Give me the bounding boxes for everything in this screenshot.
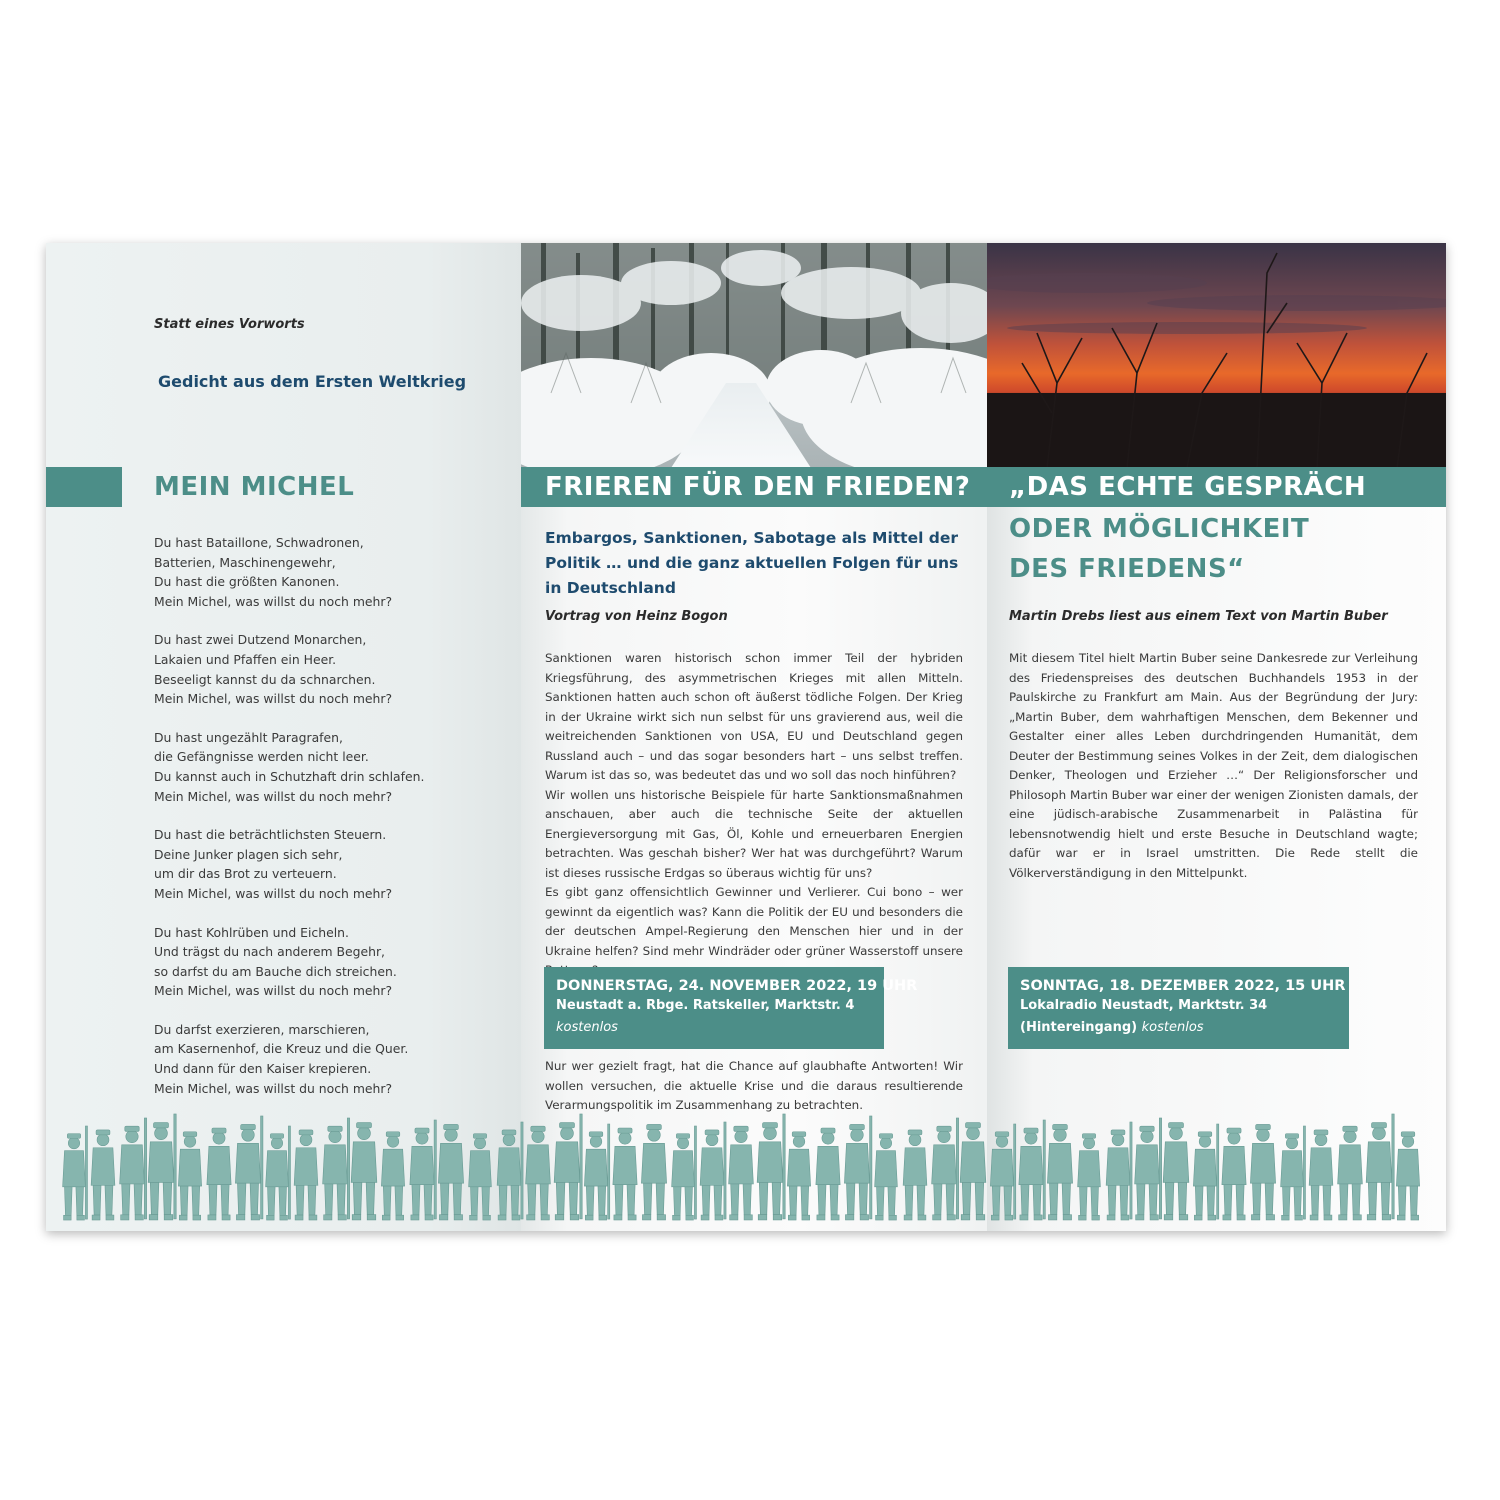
soldier-figure: [526, 1126, 551, 1220]
event-title: FRIEREN FÜR DEN FRIEDEN?: [545, 472, 971, 502]
soldier-figure: [381, 1132, 404, 1220]
poem-line: Batterien, Maschinengewehr,: [154, 554, 336, 570]
soldier-figure: [844, 1116, 872, 1220]
stanza: [154, 728, 484, 806]
poem-line: Du hast Bataillone, Schwadronen,: [154, 535, 364, 550]
event-date: SONNTAG, 18. DEZEMBER 2022, 15 UHR: [1020, 978, 1346, 994]
stanza: [154, 533, 484, 611]
speaker: Martin Drebs liest aus einem Text von Martin Buber: [1009, 609, 1388, 624]
soldier-figure: [1047, 1124, 1072, 1220]
soldier-figure: [613, 1128, 637, 1220]
soldier-figure: [554, 1114, 582, 1220]
poem-line: Du darfst exerzieren, marschieren,: [154, 1021, 370, 1037]
paragraph: Wir wollen uns historische Beispiele für harte Sanktionsmaßnahmen anschauen, aber auch die technische Seite der aktuellen Energieversorgung mit Gas, Öl, Kohle und erneuerbaren Energien betrachten. Was geschah bisher? Wer hat was durchgeführt? Warum ist dieses russische Erdgas so überaus wichtig für uns?: [545, 787, 963, 880]
title-line-2: ODER MÖGLICHKEIT: [1009, 514, 1310, 544]
soldier-figure: [1309, 1130, 1333, 1220]
soldier-figure: [1106, 1122, 1132, 1220]
soldier-figure: [584, 1124, 609, 1220]
poem-line: Du kannst auch in Schutzhaft drin schlafen.: [154, 768, 425, 784]
stanza: [154, 630, 484, 708]
poem-line: Mein Michel, was willst du noch mehr?: [154, 593, 393, 609]
poem-line: so darfst du am Bauche dich streichen.: [154, 963, 397, 979]
poem-line: Du hast zwei Dutzend Monarchen,: [154, 632, 367, 648]
event-price: kostenlos: [1141, 1020, 1204, 1035]
soldier-figure: [672, 1126, 697, 1220]
soldier-figure: [63, 1126, 88, 1220]
panel-sanctions: [521, 243, 987, 1231]
soldier-figure: [148, 1114, 176, 1220]
soldier-figure: [960, 1123, 986, 1220]
poem-line: Mein Michel, was willst du noch mehr?: [154, 1080, 393, 1096]
event-info-box: [544, 967, 918, 1049]
poem-subtitle: Gedicht aus dem Ersten Weltkrieg: [158, 372, 467, 391]
speaker: Vortrag von Heinz Bogon: [545, 609, 728, 624]
poem-line: die Gefängnisse werden nicht leer.: [154, 749, 369, 765]
subtitle-line: Embargos, Sanktionen, Sabotage als Mittel der: [545, 529, 959, 547]
flyer: [46, 243, 1446, 1231]
soldier-figure: [323, 1118, 350, 1220]
soldier-figure: [1222, 1128, 1246, 1220]
soldier-figure: [816, 1128, 840, 1220]
poem-line: Du hast die größten Kanonen.: [154, 574, 340, 590]
poem-line: Du hast Kohlrüben und Eicheln.: [154, 924, 349, 940]
title-band: [46, 467, 122, 507]
soldier-figure: [410, 1120, 436, 1220]
soldier-figure: [266, 1126, 291, 1220]
event-price: kostenlos: [556, 1020, 618, 1035]
soldier-figure: [641, 1124, 666, 1220]
soldier-figure: [91, 1130, 115, 1220]
soldier-figure: [729, 1126, 754, 1220]
soldier-figure: [178, 1132, 201, 1220]
soldier-figure: [294, 1130, 318, 1220]
poem-line: um dir das Brot zu verteuern.: [154, 866, 337, 882]
snow-forest-photo: [521, 243, 987, 468]
sunset-photo: [987, 243, 1446, 468]
panel-poem: [46, 243, 521, 1231]
kicker: Statt eines Vorworts: [154, 317, 305, 332]
soldier-figure: [120, 1118, 147, 1220]
poem-line: Und dann für den Kaiser krepieren.: [154, 1061, 372, 1077]
poem-line: Deine Junker plagen sich sehr,: [154, 846, 343, 862]
soldier-figure: [1078, 1134, 1101, 1220]
title-line-1: „DAS ECHTE GESPRÄCH: [1009, 472, 1367, 502]
soldier-figure: [990, 1124, 1015, 1220]
soldier-figure: [875, 1134, 898, 1220]
stanza: [154, 1020, 484, 1098]
soldier-figure: [1281, 1126, 1306, 1220]
soldier-figure: [469, 1134, 492, 1220]
poem-line: Mein Michel, was willst du noch mehr?: [154, 885, 393, 901]
event-info-box: [1008, 967, 1349, 1049]
poem-title: MEIN MICHEL: [154, 472, 355, 502]
poem-line: Mein Michel, was willst du noch mehr?: [154, 983, 393, 999]
soldier-figure: [438, 1124, 463, 1220]
soldier-figure: [1019, 1120, 1045, 1220]
stanza: [154, 923, 484, 1001]
event-date: DONNERSTAG, 24. NOVEMBER 2022, 19 UHR: [556, 978, 918, 994]
title-line-3: DES FRIEDENS“: [1009, 554, 1245, 584]
soldier-figure: [497, 1122, 523, 1220]
poem-line: Und trägst du nach anderem Begehr,: [154, 944, 385, 960]
soldier-figure: [787, 1132, 810, 1220]
poem-line: Beseeligt kannst du da schnarchen.: [154, 671, 376, 687]
soldier-figure: [235, 1116, 263, 1220]
soldier-figure: [1366, 1114, 1394, 1220]
poem: [154, 533, 484, 1117]
poem-line: Mein Michel, was willst du noch mehr?: [154, 691, 393, 707]
poem-line: Mein Michel, was willst du noch mehr?: [154, 788, 393, 804]
soldier-figure: [207, 1128, 231, 1220]
poem-line: am Kasernenhof, die Kreuz und die Quer.: [154, 1041, 409, 1057]
stanza: [154, 825, 484, 903]
event-venue-price: [1020, 1020, 1204, 1035]
soldier-figure: [1135, 1118, 1162, 1220]
event-venue-extra: (Hintereingang): [1020, 1020, 1138, 1035]
soldier-figure: [932, 1118, 959, 1220]
soldier-figure: [1250, 1124, 1275, 1220]
soldier-frieze: [46, 1103, 1446, 1231]
event-venue: Lokalradio Neustadt, Marktstr. 34: [1020, 998, 1268, 1013]
panel-buber: [987, 243, 1446, 1231]
event-subtitle: [545, 526, 958, 601]
poem-line: Lakaien und Pfaffen ein Heer.: [154, 651, 337, 667]
subtitle-line: in Deutschland: [545, 579, 676, 597]
subtitle-line: Politik … und die ganz aktuellen Folgen für uns: [545, 554, 959, 572]
soldier-figure: [757, 1114, 785, 1220]
poem-line: Du hast ungezählt Paragrafen,: [154, 729, 343, 745]
event-venue: Neustadt a. Rbge. Ratskeller, Marktstr. 4: [556, 998, 855, 1013]
soldier-figure: [1193, 1124, 1218, 1220]
soldier-figure: [1338, 1126, 1363, 1220]
soldier-figure: [1396, 1132, 1419, 1220]
event-description: [545, 649, 963, 981]
event-description: Mit diesem Titel hielt Martin Buber seine Dankesrede zur Verleihung des Friedenspreises des deutschen Buchhandels 1953 in der Paulskirche zu Frankfurt am Main. Aus der Begründung der Jury: „Martin Buber, dem wahrhaftigen Menschen, dem Bekenner und Gestalter einer alles Leben durchdringenden Humanität, dem Deuter der Bestimmung seines Volkes in der Zeit, dem dialogischen Denker, Theologen und Erzieher …“ Der Religionsforscher und Philosoph Martin Buber war einer der wenigen Zionisten damals, der eine jüdisch-arabische Zusammenarbeit in Palästina für lebensnotwendig hielt und erste Besuche in Deutschland wagte; dafür war er in Israel umstritten. Die Rede stellt die Völkerverständigung in den Mittelpunkt.: [1009, 651, 1418, 880]
soldier-figure: [700, 1122, 726, 1220]
paragraph: Sanktionen waren historisch schon immer Teil der hybriden Kriegsführung, des asymmetrischen Krieges mit allen Mitteln. Sanktionen hatten auch schon oft äußerst tödliche Folgen. Der Krieg in der Ukraine wirkt sich nun selbst für uns gravierend aus, weil die weitreichenden Sanktionen von USA, EU und Deutschland gegen Russland auch – und das sogar besonders hart – uns selbst treffen. Warum ist das so, was bedeutet das und wo soll das noch hinführen?: [545, 651, 963, 782]
soldier-figure: [1163, 1123, 1189, 1220]
poem-line: Du hast die beträchtlichsten Steuern.: [154, 827, 387, 843]
paragraph: Es gibt ganz offensichtlich Gewinner und Verlierer. Cui bono – wer gewinnt da eigentlich was? Kann die Politik der EU und besonders die der deutschen Ampel-Regierung den Menschen hier und in der Ukraine helfen? Sind mehr Windräder oder grüner Wasserstoff unsere: [545, 885, 963, 958]
closing-text: Nur wer gezielt fragt, hat die Chance auf glaubhafte Antworten! Wir wollen versuchen, die aktuelle Krise und die daraus resultierende Verarmungspolitik im Zusammenhang zu betrachten.: [545, 1059, 963, 1112]
soldier-figure: [903, 1130, 927, 1220]
soldier-figure: [351, 1123, 377, 1220]
